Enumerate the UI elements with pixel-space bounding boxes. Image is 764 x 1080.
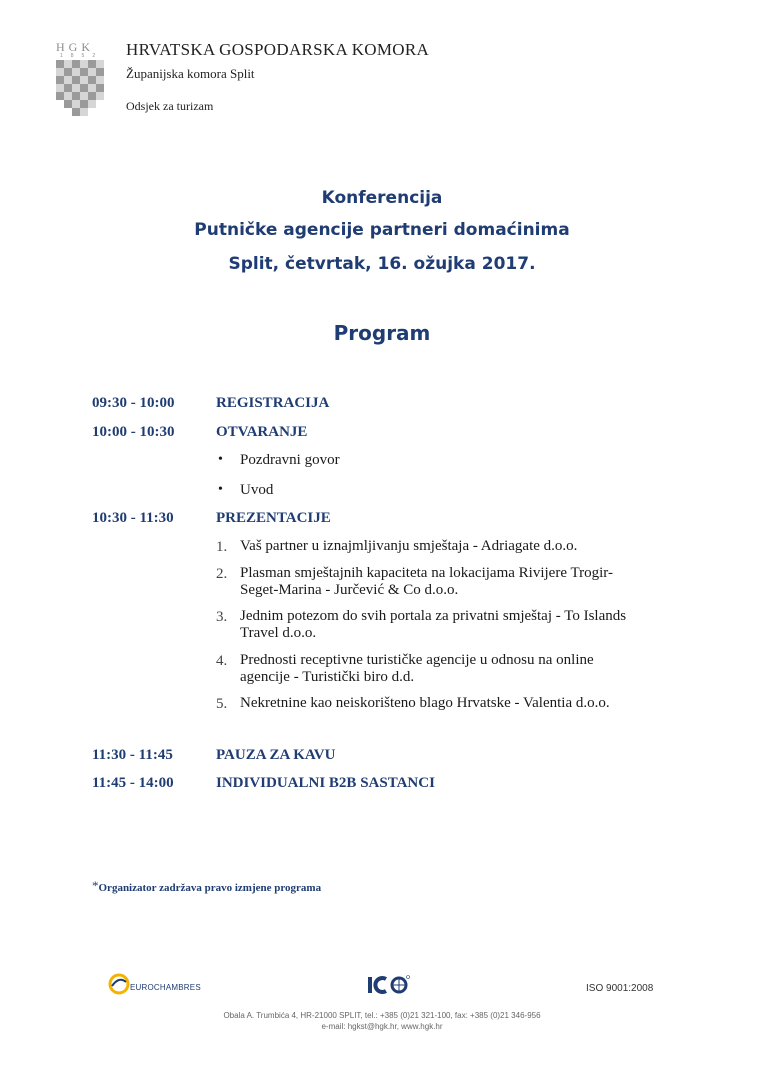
chamber-name: Županijska komora Split: [126, 66, 255, 81]
hgk-logo-letters: HGK: [56, 40, 94, 54]
eurochambres-globe-icon: [108, 972, 130, 996]
slot-time: 11:30 - 11:45: [92, 747, 173, 763]
item-number: 3.: [216, 609, 228, 625]
list-item-continued: Travel d.o.o.: [240, 625, 317, 641]
list-item: Pozdravni govor: [240, 452, 340, 468]
event-type: Konferencija: [321, 188, 443, 208]
list-item: Vaš partner u iznajmljivanju smještaja - Adriagate d.o.o.: [240, 538, 578, 554]
slot-time: 10:00 - 10:30: [92, 424, 175, 440]
list-item-continued: agencije - Turistički biro d.d.: [240, 669, 415, 685]
slot-title: REGISTRACIJA: [216, 395, 330, 411]
icc-logo-icon: [366, 974, 410, 996]
event-date: Split, četvrtak, 16. ožujka 2017.: [228, 254, 536, 274]
slot-time: 09:30 - 10:00: [92, 395, 175, 411]
bullet-icon: •: [218, 482, 223, 497]
slot-title: INDIVIDUALNI B2B SASTANCI: [216, 775, 435, 791]
slot-title: OTVARANJE: [216, 424, 308, 440]
slot-title: PAUZA ZA KAVU: [216, 747, 336, 763]
item-number: 1.: [216, 539, 228, 555]
slot-title: PREZENTACIJE: [216, 510, 331, 526]
slot-time: 11:45 - 14:00: [92, 775, 174, 791]
note-text: Organizator zadržava pravo izmjene programa: [98, 882, 322, 894]
hgk-checkerboard-logo-icon: [56, 60, 104, 116]
list-item: Prednosti receptivne turističke agencije u odnosu na online: [240, 652, 594, 668]
hgk-logo-year: 1852: [60, 53, 104, 59]
list-item: Uvod: [240, 482, 274, 498]
disclaimer-note: [92, 878, 321, 894]
program-heading: Program: [333, 321, 431, 345]
eurochambres-label: EUROCHAMBRES: [130, 983, 201, 992]
department-name: Odsjek za turizam: [126, 99, 214, 113]
note-asterisk: *: [92, 878, 99, 893]
item-number: 2.: [216, 566, 228, 582]
event-title: Putničke agencije partneri domaćinima: [194, 220, 570, 240]
list-item: Plasman smještajnih kapaciteta na lokacijama Rivijere Trogir-: [240, 565, 613, 581]
slot-time: 10:30 - 11:30: [92, 510, 174, 526]
bullet-icon: •: [218, 452, 223, 467]
organization-name: HRVATSKA GOSPODARSKA KOMORA: [126, 40, 430, 59]
list-item-continued: Seget-Marina - Jurčević & Co d.o.o.: [240, 582, 459, 598]
footer-address: Obala A. Trumbića 4, HR-21000 SPLIT, tel.: +385 (0)21 321-100, fax: +385 (0)21 346-956: [223, 1011, 541, 1020]
footer-email: e-mail: hgkst@hgk.hr, www.hgk.hr: [321, 1022, 443, 1031]
iso-certification: ISO 9001:2008: [586, 983, 654, 994]
item-number: 4.: [216, 653, 228, 669]
list-item: Nekretnine kao neiskorišteno blago Hrvatske - Valentia d.o.o.: [240, 695, 610, 711]
list-item: Jednim potezom do svih portala za privatni smještaj - To Islands: [240, 608, 627, 624]
item-number: 5.: [216, 696, 228, 712]
